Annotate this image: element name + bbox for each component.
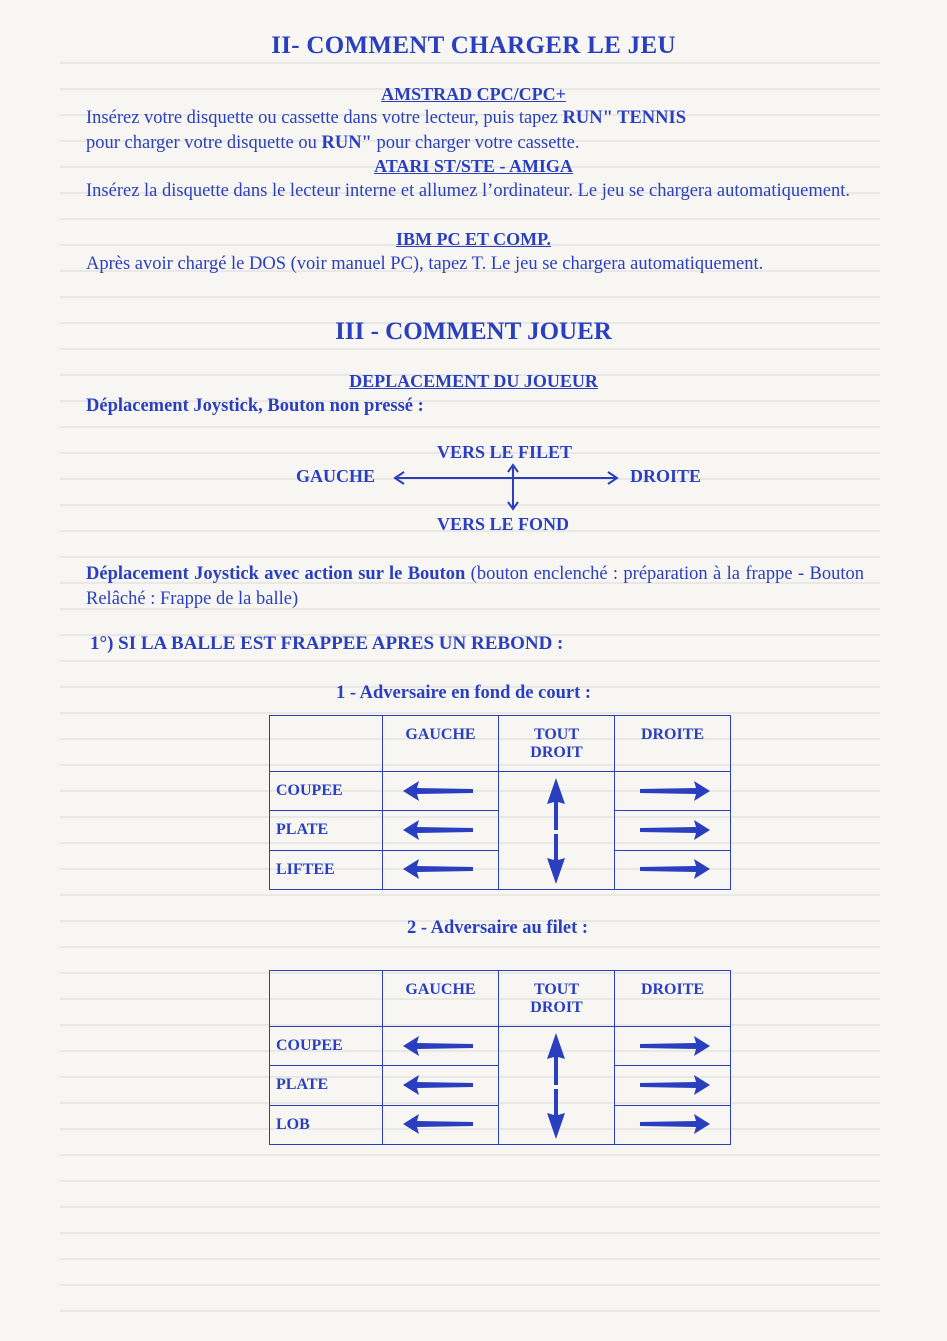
arrow-up-down-icon bbox=[499, 772, 614, 889]
table2-row-plate: PLATE bbox=[270, 1066, 383, 1105]
table2-lob-droite bbox=[615, 1105, 731, 1144]
direction-left-label: GAUCHE bbox=[296, 466, 376, 486]
table2-plate-droite bbox=[615, 1066, 731, 1105]
arrow-left-icon bbox=[383, 773, 498, 810]
table1-row-coupee: COUPEE bbox=[270, 772, 383, 811]
table2-corner bbox=[270, 971, 383, 1027]
arrow-left-icon bbox=[383, 851, 498, 888]
table1-plate-droite bbox=[615, 811, 731, 850]
table1 bbox=[269, 715, 731, 890]
arrow-right-icon bbox=[615, 851, 730, 888]
atari-heading: ATARI ST/STE - AMIGA bbox=[374, 156, 573, 176]
table2-col-gauche: GAUCHE bbox=[383, 971, 499, 1027]
table2-col-droite: DROITE bbox=[615, 971, 731, 1027]
table2-tout-droit-cell bbox=[499, 1027, 615, 1145]
table2 bbox=[269, 970, 731, 1145]
ibm-heading: IBM PC ET COMP. bbox=[395, 229, 551, 249]
table2-title: 2 - Adversaire au filet : bbox=[407, 918, 589, 938]
table2-coupee-gauche bbox=[383, 1027, 499, 1066]
table1-liftee-droite bbox=[615, 850, 731, 889]
amstrad-paragraph bbox=[86, 106, 864, 155]
button-line-rest: (bouton enclenché : préparation à la frappe - Bouton Relâché : Frappe de la balle) bbox=[86, 564, 864, 609]
table2-coupee-droite bbox=[615, 1027, 731, 1066]
table2-col-tout-droit: TOUT DROIT bbox=[499, 971, 615, 1027]
section-3-title-wrap bbox=[0, 318, 947, 346]
amstrad-text-1: Insérez votre disquette ou cassette dans votre lecteur, puis tapez bbox=[86, 108, 563, 128]
amstrad-text-2: pour charger votre disquette ou bbox=[86, 132, 322, 153]
arrow-up-down-icon bbox=[499, 1027, 614, 1144]
arrow-right-icon bbox=[615, 812, 730, 849]
button-line-bold: Déplacement Joystick avec action sur le Bouton bbox=[86, 564, 466, 584]
section-2-title-wrap bbox=[0, 32, 947, 60]
arrow-left-icon bbox=[383, 1067, 498, 1104]
section-2-title: II- COMMENT CHARGER LE JEU bbox=[271, 32, 676, 59]
table1-liftee-gauche bbox=[383, 850, 499, 889]
section-3-title: III - COMMENT JOUER bbox=[335, 318, 612, 345]
table1-coupee-gauche bbox=[383, 772, 499, 811]
table2-row-lob: LOB bbox=[270, 1105, 383, 1144]
joystick-line: Déplacement Joystick, Bouton non pressé : bbox=[86, 396, 424, 416]
arrow-right-icon bbox=[615, 773, 730, 810]
table1-tout-droit-cell bbox=[499, 772, 615, 890]
arrow-right-icon bbox=[615, 1028, 730, 1065]
table1-col-tout-droit: TOUT DROIT bbox=[499, 716, 615, 772]
direction-right-label: DROITE bbox=[630, 466, 702, 486]
atari-paragraph: Insérez la disquette dans le lecteur interne et allumez l’ordinateur. Le jeu se chargera automatiquement. bbox=[86, 181, 850, 201]
arrow-left-icon bbox=[383, 1028, 498, 1065]
ibm-paragraph: Après avoir chargé le DOS (voir manuel PC), tapez T. Le jeu se chargera automatiquement. bbox=[86, 254, 764, 274]
arrow-right-icon bbox=[615, 1067, 730, 1104]
direction-cross-arrows bbox=[390, 462, 630, 512]
amstrad-cmd-1: RUN" TENNIS bbox=[562, 108, 687, 128]
direction-down-label: VERS LE FOND bbox=[437, 514, 570, 534]
amstrad-text-3: pour charger votre cassette. bbox=[371, 132, 580, 153]
table1-col-gauche: GAUCHE bbox=[383, 716, 499, 772]
arrow-right-icon bbox=[615, 1106, 730, 1143]
table1-row-liftee: LIFTEE bbox=[270, 850, 383, 889]
table1-plate-gauche bbox=[383, 811, 499, 850]
arrow-left-icon bbox=[383, 812, 498, 849]
arrow-left-icon bbox=[383, 1106, 498, 1143]
button-line bbox=[86, 562, 864, 611]
table1-row-plate: PLATE bbox=[270, 811, 383, 850]
table2-row-coupee: COUPEE bbox=[270, 1027, 383, 1066]
table2-lob-gauche bbox=[383, 1105, 499, 1144]
direction-up-label: VERS LE FILET bbox=[437, 442, 573, 462]
rebound-heading: 1°) SI LA BALLE EST FRAPPEE APRES UN REBOND : bbox=[90, 633, 564, 654]
table2-plate-gauche bbox=[383, 1066, 499, 1105]
table1-title: 1 - Adversaire en fond de court : bbox=[336, 683, 592, 703]
table1-coupee-droite bbox=[615, 772, 731, 811]
deplacement-heading: DEPLACEMENT DU JOUEUR bbox=[349, 371, 598, 391]
table1-corner bbox=[270, 716, 383, 772]
table1-col-droite: DROITE bbox=[615, 716, 731, 772]
amstrad-cmd-2: RUN" bbox=[321, 132, 372, 153]
amstrad-heading: AMSTRAD CPC/CPC+ bbox=[381, 84, 566, 104]
